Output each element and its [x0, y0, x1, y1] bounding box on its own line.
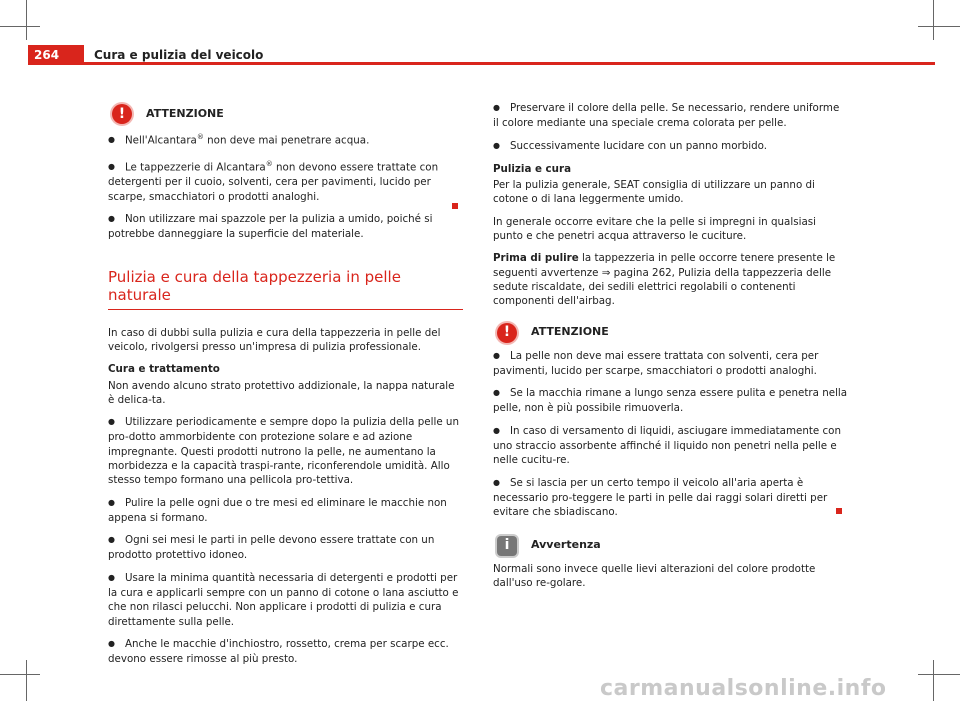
subheading: Pulizia e cura: [493, 162, 572, 175]
warning-item: ● Non utilizzare mai spazzole per la pulizia a umido, poiché si potrebbe danneggiare la superficie del materiale.: [108, 212, 463, 242]
warning-item: ● Nell'Alcantara® non deve mai penetrare acqua.: [108, 130, 463, 149]
crop-mark: [26, 0, 27, 40]
list-item: ● Preservare il colore della pelle. Se necessario, rendere uniforme il colore mediante una speciale crema colorata per pelle.: [493, 101, 848, 131]
note-title: Avvertenza: [531, 538, 601, 552]
watermark: carmanualsonline.info: [600, 676, 887, 701]
subheading: Cura e trattamento: [108, 363, 220, 376]
crop-mark: [0, 674, 40, 675]
list-item: ● Utilizzare periodicamente e sempre dopo la pulizia della pelle un pro-dotto ammorbidente con protezione solare e ad azione impregnante. Questi prodotti nutrono la pelle, ne aumentano la morbidezza e la capacità traspi-rante, riconferendole umidità. Allo stesso tempo formano una pellicola pro-tettiva.: [108, 415, 463, 487]
info-icon: i: [497, 536, 517, 556]
note-header: [493, 534, 848, 558]
warning-title: ATTENZIONE: [531, 325, 609, 339]
warning-item: ● Se la macchia rimane a lungo senza essere pulita e penetra nella pelle, non è più possibile rimuoverla.: [493, 386, 848, 416]
list-item: ● Successivamente lucidare con un panno morbido.: [493, 139, 848, 154]
warning-icon: !: [497, 323, 517, 343]
warning-item: ● Se si lascia per un certo tempo il veicolo all'aria aperta è necessario pro-teggere le parti in pelle dai raggi solari diretti per evitare che sbiadiscano.: [493, 476, 848, 520]
warning-item: ● In caso di versamento di liquidi, asciugare immediatamente con uno straccio assorbente affinché il liquido non penetri nella pelle e nelle cucitu-re.: [493, 424, 848, 468]
list-item: ● Pulire la pelle ogni due o tre mesi ed eliminare le macchie non appena si formano.: [108, 496, 463, 526]
paragraph: Per la pulizia generale, SEAT consiglia di utilizzare un panno di cotone o di lana leggermente umido.: [493, 179, 815, 206]
left-column: [108, 102, 463, 675]
warning-title: ATTENZIONE: [146, 106, 224, 120]
list-item: ● Anche le macchie d'inchiostro, rossetto, crema per scarpe ecc. devono essere rimosse al più presto.: [108, 637, 463, 667]
warning-header: [493, 321, 848, 345]
paragraph: In generale occorre evitare che la pelle si impregni in qualsiasi punto e che penetri acqua attraverso le cuciture.: [493, 215, 816, 243]
end-marker: [836, 508, 842, 514]
header-rule: [28, 62, 935, 65]
crop-mark: [918, 26, 960, 27]
crop-mark: [26, 660, 27, 701]
crop-mark: [933, 0, 934, 40]
list-item: ● Ogni sei mesi le parti in pelle devono essere trattate con un prodotto protettivo idoneo.: [108, 533, 463, 563]
warning-item: ● Le tappezzerie di Alcantara® non devono essere trattate con detergenti per il cuoio, solventi, cera per pavimenti, lucido per scarpe, smacchiatori o prodotti analoghi.: [108, 157, 463, 204]
warning-item: ● La pelle non deve mai essere trattata con solventi, cera per pavimenti, lucido per scarpe, smacchiatori o prodotti analoghi.: [493, 349, 848, 379]
crop-mark: [918, 674, 960, 675]
warning-icon: !: [112, 104, 132, 124]
note-text: Normali sono invece quelle lievi alterazioni del colore prodotte dall'uso re-golare.: [493, 562, 816, 589]
running-header-title: Cura e pulizia del veicolo: [94, 48, 264, 62]
page-number: 264: [34, 48, 60, 62]
paragraph: Prima di pulire la tappezzeria in pelle occorre tenere presente le seguenti avvertenze ⇒ pagina 262, Pulizia della tappezzeria delle sedute riscaldate, dei sedili elettrici regolabili o contenenti componenti dell'airbag.: [493, 252, 836, 308]
section-title: Pulizia e cura della tappezzeria in pelle naturale: [108, 268, 463, 310]
right-column: [493, 101, 848, 598]
intro-paragraph: In caso di dubbi sulla pulizia e cura della tappezzeria in pelle del veicolo, rivolgersi presso un'impresa di pulizia professionale.: [108, 326, 441, 353]
warning-header: [108, 102, 463, 126]
crop-mark: [933, 660, 934, 701]
paragraph: Non avendo alcuno strato protettivo addizionale, la nappa naturale è delica-ta.: [108, 379, 455, 406]
crop-mark: [0, 26, 40, 27]
list-item: ● Usare la minima quantità necessaria di detergenti e prodotti per la cura e applicarli sempre con un panno di cotone o lana asciutto e che non rilasci pelucchi. Non applicare i prodotti di pulizia e cura direttamente sulla pelle.: [108, 571, 463, 629]
end-marker: [452, 203, 458, 209]
